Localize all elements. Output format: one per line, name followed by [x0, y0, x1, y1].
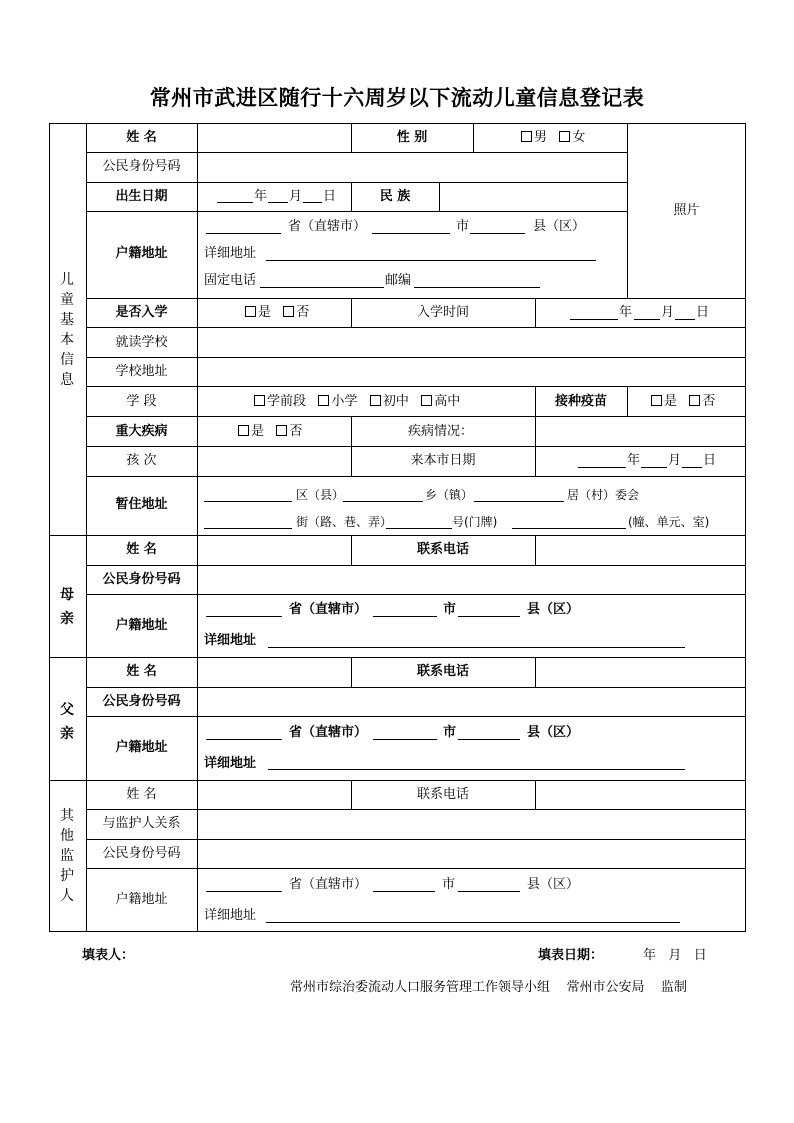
- mother-id-field[interactable]: [199, 567, 744, 593]
- temp-addr-label: 暂住地址: [115, 497, 168, 512]
- enrolled-yes-label: 是: [258, 305, 272, 320]
- guardian-city-label: 市: [442, 877, 456, 892]
- guardian-relation-field[interactable]: [199, 811, 744, 838]
- illness-options: [238, 424, 302, 440]
- temp-street-label: 街（路、巷、弄）: [296, 515, 393, 529]
- father-phone-field[interactable]: [537, 659, 744, 686]
- fill-date-label: 填表日期：: [538, 948, 604, 963]
- illness-no-checkbox[interactable]: [276, 425, 287, 436]
- stage-pre-label: 学前段: [267, 394, 307, 409]
- stage-senior-label: 高中: [434, 394, 461, 409]
- father-name-field[interactable]: [199, 659, 349, 686]
- mother-huji-label: 户籍地址: [115, 618, 168, 633]
- birth-order-field[interactable]: [199, 448, 349, 475]
- stage-junior-label: 初中: [382, 394, 409, 409]
- fill-date-value: 年 月 日: [643, 948, 707, 963]
- temp-building-label: (幢、单元、室): [628, 515, 710, 529]
- arrival-month-label: 月: [668, 453, 682, 468]
- child-gender-options: [521, 130, 585, 146]
- illness-no-label: 否: [289, 424, 303, 439]
- birth-order-label: 孩 次: [126, 453, 157, 468]
- father-id-field[interactable]: [199, 689, 744, 715]
- guardian-county-label: 县（区）: [527, 877, 580, 892]
- section-child-label: 儿童基本信息: [60, 272, 74, 388]
- gender-male-checkbox[interactable]: [521, 131, 532, 142]
- arrival-year-label: 年: [627, 453, 641, 468]
- father-province-label: 省（直辖市）: [289, 725, 368, 740]
- guardian-phone-label: 联系电话: [416, 787, 469, 802]
- school-field[interactable]: [199, 329, 744, 356]
- form-title: 常州市武进区随行十六周岁以下流动儿童信息登记表: [149, 86, 645, 110]
- mother-province-label: 省（直辖市）: [289, 602, 368, 617]
- birth-day-label: 日: [323, 189, 337, 204]
- vaccine-yes-label: 是: [664, 394, 678, 409]
- arrival-label: 来本市日期: [410, 453, 476, 468]
- child-ethnicity-label: 民 族: [379, 189, 411, 204]
- illness-status-field[interactable]: [537, 418, 744, 445]
- child-gender-label: 性 别: [396, 130, 428, 145]
- guardian-huji-label: 户籍地址: [115, 892, 168, 907]
- stage-pre-checkbox[interactable]: [254, 395, 265, 406]
- child-county-label: 县（区）: [533, 219, 586, 234]
- section-mother: [57, 583, 77, 631]
- stage-primary-label: 小学: [331, 394, 358, 409]
- child-id-field[interactable]: [199, 154, 625, 181]
- section-guardian: [57, 806, 77, 906]
- enroll-day-label: 日: [696, 305, 710, 320]
- birth-month-label: 月: [289, 189, 303, 204]
- father-huji-label: 户籍地址: [115, 740, 168, 755]
- guardian-phone-field[interactable]: [537, 782, 744, 808]
- father-phone-label: 联系电话: [416, 664, 469, 679]
- child-id-label: 公民身份号码: [102, 159, 181, 174]
- enroll-time-label: 入学时间: [416, 305, 469, 320]
- enroll-month-label: 月: [661, 305, 675, 320]
- temp-district-label: 区（县）: [296, 488, 345, 502]
- illness-status-label: 疾病情况：: [408, 424, 474, 439]
- child-detail-addr-label: 详细地址: [204, 246, 257, 261]
- guardian-name-field[interactable]: [199, 782, 349, 808]
- guardian-id-field[interactable]: [199, 841, 744, 867]
- temp-township-label: 乡（镇）: [425, 488, 474, 502]
- stage-label: 学 段: [126, 394, 157, 409]
- photo-label: 照片: [673, 203, 700, 218]
- child-enrolled-label: 是否入学: [115, 305, 168, 320]
- school-label: 就读学校: [115, 335, 168, 350]
- child-phone-label: 固定电话: [204, 273, 257, 288]
- guardian-name-label: 姓 名: [126, 787, 157, 802]
- section-guardian-label: 其他监护人: [60, 808, 74, 904]
- school-addr-field[interactable]: [199, 359, 744, 385]
- issuer-line: 常州市综治委流动人口服务管理工作领导小组 常州市公安局 监制: [290, 980, 688, 995]
- stage-senior-checkbox[interactable]: [421, 395, 432, 406]
- illness-yes-label: 是: [251, 424, 265, 439]
- illness-yes-checkbox[interactable]: [238, 425, 249, 436]
- mother-name-label: 姓 名: [126, 542, 157, 557]
- temp-houseno-label: 号(门牌): [452, 515, 498, 529]
- vaccine-options: [651, 394, 715, 410]
- mother-phone-field[interactable]: [537, 537, 744, 564]
- guardian-detail-addr-label: 详细地址: [204, 908, 257, 923]
- enrolled-options: [245, 305, 309, 321]
- vaccine-label: 接种疫苗: [554, 394, 607, 409]
- filler-label: 填表人：: [82, 948, 135, 963]
- birth-year-label: 年: [254, 189, 268, 204]
- temp-committee-label: 居（村）委会: [567, 488, 640, 502]
- section-mother-label: 母亲: [60, 587, 74, 627]
- mother-name-field[interactable]: [199, 537, 349, 564]
- mother-county-label: 县（区）: [527, 602, 580, 617]
- child-city-label: 市: [456, 219, 470, 234]
- section-father: [57, 698, 77, 746]
- enrolled-yes-checkbox[interactable]: [245, 306, 256, 317]
- child-birth-label: 出生日期: [115, 189, 168, 204]
- child-name-field[interactable]: [199, 125, 349, 151]
- guardian-relation-label: 与监护人关系: [102, 816, 181, 831]
- section-child: [57, 270, 77, 390]
- father-county-label: 县（区）: [527, 725, 580, 740]
- school-addr-label: 学校地址: [115, 364, 168, 379]
- mother-detail-addr-label: 详细地址: [204, 633, 257, 648]
- arrival-day-label: 日: [703, 453, 717, 468]
- child-ethnicity-field[interactable]: [441, 184, 625, 210]
- vaccine-yes-checkbox[interactable]: [651, 395, 662, 406]
- child-province-label: 省（直辖市）: [288, 219, 367, 234]
- child-huji-label: 户籍地址: [115, 246, 168, 261]
- stage-primary-checkbox[interactable]: [318, 395, 329, 406]
- father-name-label: 姓 名: [126, 664, 157, 679]
- enrolled-no-checkbox[interactable]: [283, 306, 294, 317]
- vaccine-no-checkbox[interactable]: [689, 395, 700, 406]
- guardian-id-label: 公民身份号码: [102, 846, 181, 861]
- child-postcode-label: 邮编: [385, 273, 412, 288]
- father-id-label: 公民身份号码: [102, 694, 181, 709]
- vaccine-no-label: 否: [702, 394, 716, 409]
- enrolled-no-label: 否: [296, 305, 310, 320]
- mother-id-label: 公民身份号码: [102, 572, 181, 587]
- enroll-year-label: 年: [619, 305, 633, 320]
- stage-options: [254, 394, 460, 410]
- section-father-label: 父亲: [60, 702, 74, 742]
- mother-city-label: 市: [443, 602, 457, 617]
- father-detail-addr-label: 详细地址: [204, 756, 257, 771]
- illness-label: 重大疾病: [115, 424, 168, 439]
- child-name-label: 姓 名: [126, 130, 157, 145]
- gender-female-checkbox[interactable]: [559, 131, 570, 142]
- mother-phone-label: 联系电话: [416, 542, 469, 557]
- stage-junior-checkbox[interactable]: [370, 395, 381, 406]
- gender-male-label: 男: [534, 130, 548, 145]
- gender-female-label: 女: [572, 130, 586, 145]
- guardian-province-label: 省（直辖市）: [289, 877, 368, 892]
- father-city-label: 市: [443, 725, 457, 740]
